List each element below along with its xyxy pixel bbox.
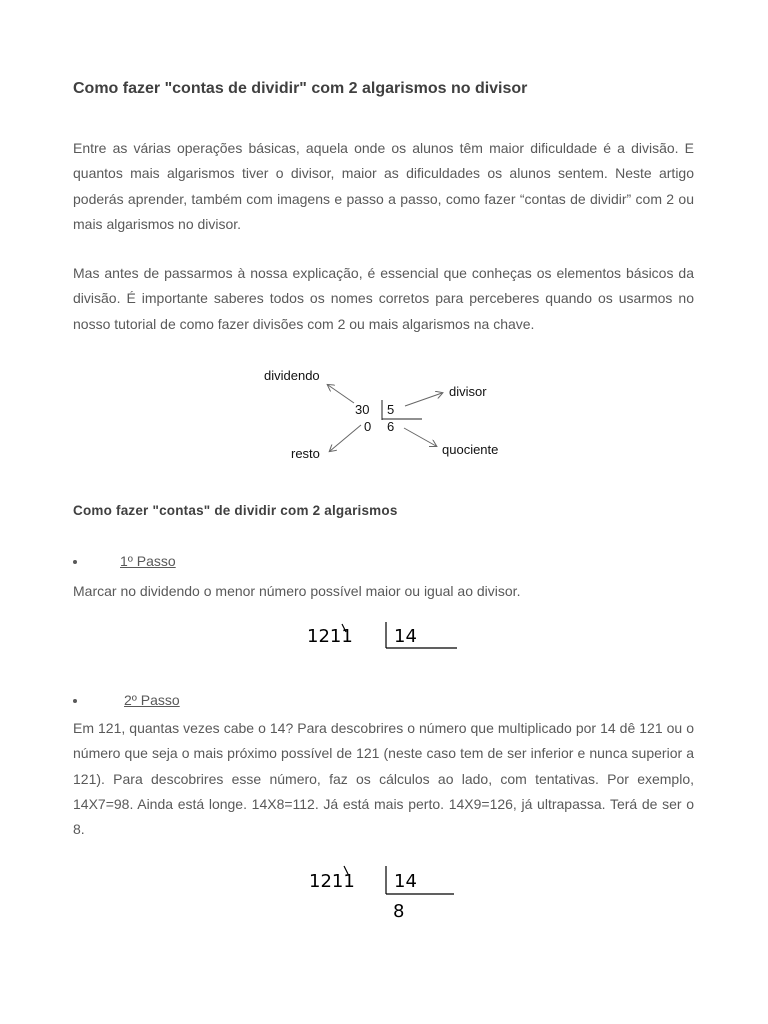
step1-text: Marcar no dividendo o menor número possível maior ou igual ao divisor. [73,583,521,599]
arrow-quociente [404,428,436,446]
step2-text: Em 121, quantas vezes cabe o 14? Para descobrires o número que multiplicado por 14 dê 121 ou o número que seja o mais próximo possível de 121 (neste caso tem de ser inferior e nunca superior a 121). Para descobrires esse número, faz os cálculos ao lado, com tentativas. Por exemplo, 14X7=98. Ainda está longe. 14X8=112. Já está mais perto. 14X9=126, já ultrapassa. Terá de ser o 8. [73,720,694,838]
diagram-divisor: 5 [387,402,395,417]
diagram-dividend: 30 [355,402,370,417]
elements-paragraph: Mas antes de passarmos à nossa explicação, é essencial que conheças os elementos básicos da divisão. É importante saberes todos os nomes corretos para perceberes quando os usarmos no nosso tutorial de como fazer divisões com 2 ou mais algarismos na chave. [73,265,694,332]
label-quociente: quociente [442,442,499,457]
step1-dividend: 1211 [307,626,353,647]
arrow-divisor [405,393,442,406]
document-title: Como fazer "contas de dividir" com 2 algarismos no divisor [73,80,528,97]
label-resto: resto [291,446,320,461]
bullet-dot [73,699,77,703]
diagram-quotient: 6 [387,419,395,434]
section-subtitle: Como fazer "contas" de dividir com 2 algarismos [73,503,398,518]
step2-divisor: 14 [394,871,417,892]
step2-quotient: 8 [393,901,405,922]
step2-dividend: 1211 [309,871,355,892]
division-elements-diagram [250,362,520,472]
step1-label: 1º Passo [120,553,176,569]
arrow-resto [330,425,361,451]
arrow-dividendo [328,385,354,403]
label-divisor: divisor [449,384,487,399]
step2-division-figure [300,862,470,926]
intro-paragraph: Entre as várias operações básicas, aquela onde os alunos têm maior dificuldade é a divisão. E quantos mais algarismos tiver o divisor, maior as dificuldades os alunos sentem. Neste artigo poderás aprender, também com imagens e passo a passo, como fazer “contas de dividir” com 2 ou mais algarismos no divisor. [73,140,694,232]
step1-division-figure [300,618,470,652]
diagram-remainder: 0 [364,419,372,434]
step2-label: 2º Passo [124,692,180,708]
label-dividendo: dividendo [264,368,320,383]
step1-divisor: 14 [394,626,417,647]
bullet-dot [73,560,77,564]
